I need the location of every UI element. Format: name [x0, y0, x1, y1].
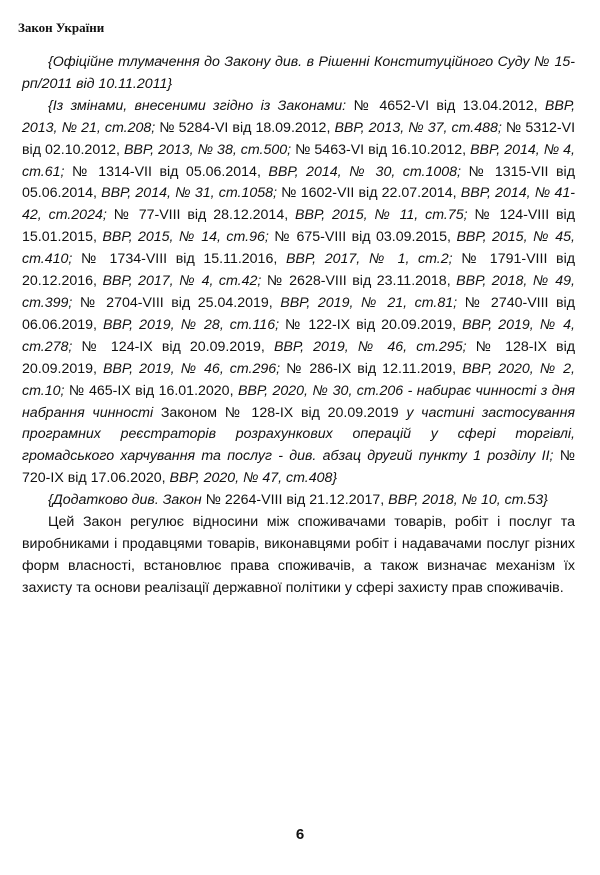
official-interpretation-note: [22, 52, 575, 96]
amendment-segment: № 675-VIII від 03.09.2015,: [274, 229, 457, 246]
amendment-segment: ВВР, 2017, № 4, ст.42;: [102, 273, 267, 290]
amendment-segment: № 465-IX від 16.01.2020,: [68, 382, 238, 399]
official-interpretation-text: {Офіційне тлумачення до Закону див. в Рішенні Конституційного Суду № 15-рп/2011 від 10.11.2011}: [22, 54, 575, 92]
amendment-segment: ВВР, 2015, № 14, ст.96;: [102, 229, 275, 246]
page-number: 6: [295, 826, 305, 843]
amendment-segment: № 1791-VIII від 20.12.2016,: [22, 251, 575, 290]
amendment-segment: ВВР, 2019, № 4, ст.278;: [22, 316, 576, 355]
amendments-list: [22, 98, 575, 486]
amendment-segment: № 5463-VI від 16.10.2012,: [295, 141, 471, 158]
document-header: Закон України: [18, 20, 105, 35]
amendment-segment: № 1734-VIII від 15.11.2016,: [80, 251, 286, 268]
amendment-segment: {Із змінами, внесеними згідно із Законами:: [48, 97, 354, 114]
amendment-segment: № 124-VIII від 15.01.2015,: [22, 207, 575, 246]
additional-segment: ВВР, 2018, № 10, ст.53}: [388, 492, 548, 509]
additional-segment: № 2264-VIII від 21.12.2017,: [205, 492, 389, 509]
amendment-segment: № 122-IX від 20.09.2019,: [285, 316, 463, 333]
amendment-segment: № 2740-VIII від 06.06.2019,: [22, 294, 575, 333]
amendment-segment: ВВР, 2019, № 46, ст.295;: [273, 338, 476, 355]
amendment-segment: ВВР, 2013, № 37, ст.488;: [334, 119, 506, 136]
amendment-segment: № 2628-VIII від 23.11.2018,: [266, 273, 457, 290]
amendment-segment: ВВР, 2020, № 30, ст.206 - набирає чинності з дня набрання чинності: [22, 382, 575, 421]
amendment-segment: № 77-VIII від 28.12.2014,: [113, 207, 296, 224]
amendment-segment: № 2704-VIII від 25.04.2019,: [79, 294, 281, 311]
amendment-segment: № 1602-VII від 22.07.2014,: [281, 185, 461, 202]
amendment-segment: № 286-IX від 12.11.2019,: [286, 360, 463, 377]
amendment-segment: № 1314-VII від 05.06.2014,: [71, 163, 269, 180]
amendment-segment: № 1315-VII від 05.06.2014,: [22, 163, 575, 202]
amendment-segment: ВВР, 2013, № 21, ст.208;: [22, 97, 576, 136]
amendment-segment: ВВР, 2020, № 2, ст.10;: [22, 360, 575, 399]
amendment-segment: ВВР, 2019, № 46, ст.296;: [102, 360, 287, 377]
amendment-segment: № 128-IX від 20.09.2019,: [22, 338, 575, 377]
additional-note: [22, 490, 575, 512]
amendment-segment: ВВР, 2015, № 11, ст.75;: [295, 207, 475, 224]
amendment-segment: № 124-IX від 20.09.2019,: [81, 338, 274, 355]
amendment-segment: № 720-IX від 17.06.2020,: [22, 448, 575, 487]
main-paragraph: Цей Закон регулює відносини між споживачами товарів, робіт і послуг та виробниками і продавцями товарів, виконавцями робіт і надавачами послуг різних форм власності, встановлює права споживачів, а також визначає механізм їх захисту та основи реалізації державної політики у сфері захисту прав споживачів.: [22, 514, 575, 596]
amendment-segment: № 5284-VI від 18.09.2012,: [159, 119, 335, 136]
amendment-segment: у частині застосування програмних реєстраторів розрахункових операцій у сфері торгівлі, громадського харчування та послуг - див. абзац другий пункту 1 розділу II;: [22, 404, 575, 465]
amendment-segment: Законом № 128-IX від 20.09.2019: [160, 404, 407, 421]
amendment-segment: ВВР, 2014, № 41-42, ст.2024;: [22, 185, 576, 224]
amendment-segment: ВВР, 2014, № 4, ст.61;: [22, 141, 575, 180]
amendment-segment: ВВР, 2014, № 31, ст.1058;: [101, 185, 282, 202]
additional-list: [48, 492, 548, 508]
amendments-note: [22, 96, 575, 490]
amendment-segment: № 5312-VI від 02.10.2012,: [22, 119, 576, 158]
amendment-segment: ВВР, 2020, № 47, ст.408}: [169, 470, 338, 487]
amendment-segment: ВВР, 2013, № 38, ст.500;: [123, 141, 296, 158]
additional-segment: {Додатково див. Закон: [48, 492, 206, 509]
amendment-segment: ВВР, 2015, № 45, ст.410;: [22, 229, 576, 268]
amendment-segment: ВВР, 2014, № 30, ст.1008;: [268, 163, 469, 180]
amendment-segment: № 4652-VI від 13.04.2012,: [353, 97, 545, 114]
amendment-segment: ВВР, 2018, № 49, ст.399;: [22, 273, 575, 311]
document-body: [22, 52, 575, 600]
amendment-segment: ВВР, 2019, № 28, ст.116;: [102, 316, 286, 333]
amendment-segment: ВВР, 2019, № 21, ст.81;: [280, 294, 465, 311]
amendment-segment: ВВР, 2017, № 1, ст.2;: [285, 251, 462, 268]
